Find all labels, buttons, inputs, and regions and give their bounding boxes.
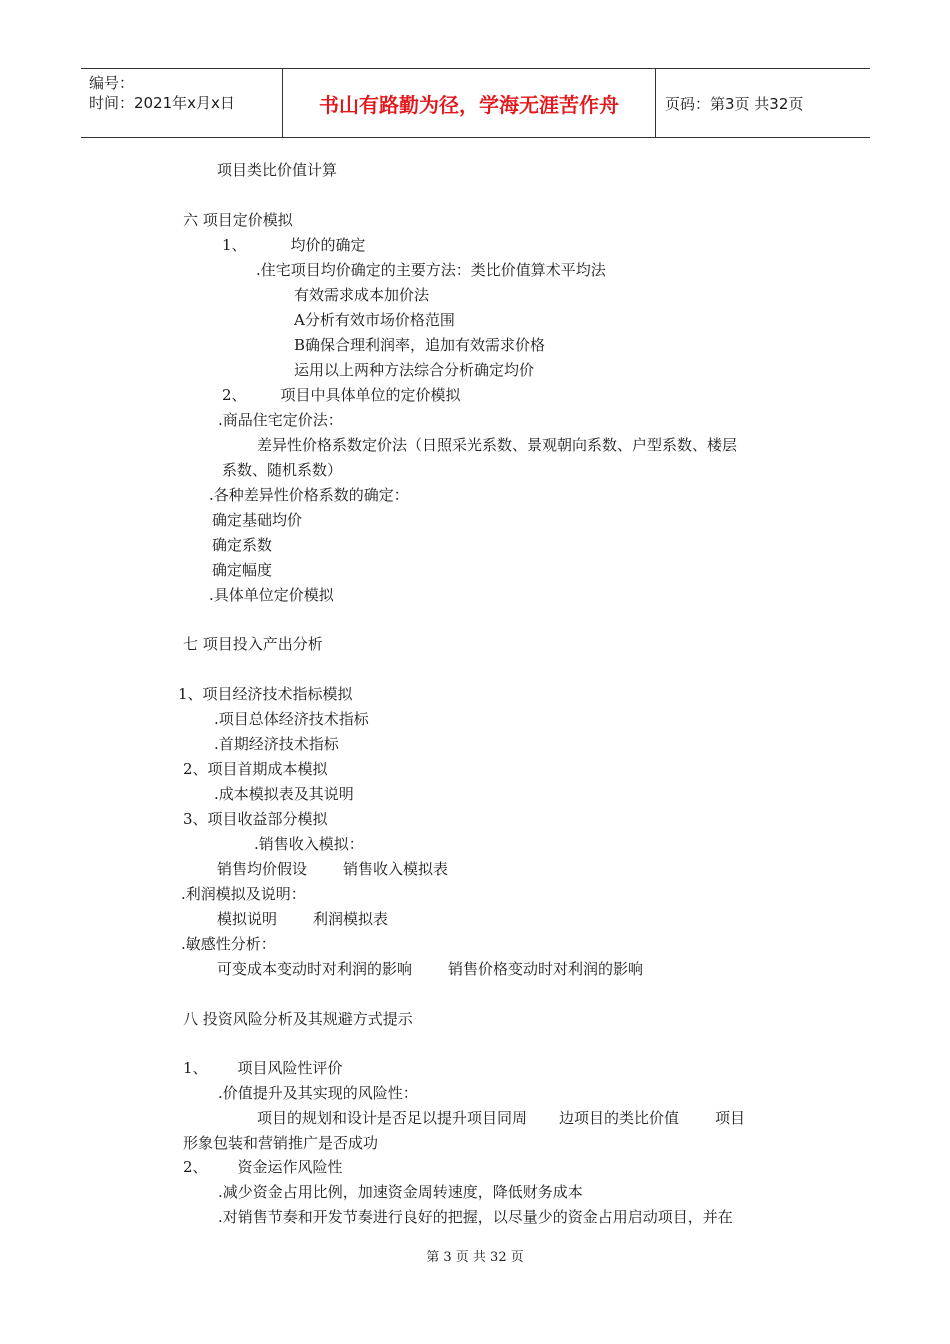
document-header <box>81 68 870 138</box>
text-segment: 模拟说明 <box>217 910 278 928</box>
item-title: 均价的确定 <box>290 236 366 254</box>
text-line: .成本模拟表及其说明 <box>214 785 354 803</box>
item-title: 项目风险性评价 <box>237 1059 343 1077</box>
text-line: 系数、随机系数） <box>222 461 343 479</box>
text-line: .具体单位定价模拟 <box>209 586 334 604</box>
text-line: A分析有效市场价格范围 <box>294 311 455 329</box>
date-line: 时间：2021年x月x日 <box>89 94 235 112</box>
text-line: .各种差异性价格系数的确定： <box>209 486 409 504</box>
text-line: .住宅项目均价确定的主要方法：类比价值算术平均法 <box>256 261 606 279</box>
item-number: 1、 <box>222 236 247 254</box>
item-title: 资金运作风险性 <box>237 1158 343 1176</box>
text-segment: 销售收入模拟表 <box>343 860 449 878</box>
text-line: .敏感性分析： <box>181 935 276 953</box>
text-line: .对销售节奏和开发节奏进行良好的把握，以尽量少的资金占用启动项目，并在 <box>218 1208 733 1226</box>
item-number: 2、 <box>183 1158 208 1176</box>
text-line: .减少资金占用比例，加速资金周转速度，降低财务成本 <box>218 1183 583 1201</box>
page-info: 页码：第3页 共32页 <box>665 94 804 113</box>
text-line: 确定基础均价 <box>212 511 303 529</box>
text-line <box>183 1157 343 1177</box>
header-divider <box>655 69 656 137</box>
text-line: 有效需求成本加价法 <box>294 286 430 304</box>
section-heading: 六 项目定价模拟 <box>183 211 293 229</box>
page-footer: 第 3 页 共 32 页 <box>426 1250 524 1265</box>
text-line <box>183 1058 343 1078</box>
header-meta <box>89 73 235 113</box>
text-segment: 项目的规划和设计是否足以提升项目同周 <box>257 1109 528 1127</box>
text-line: .首期经济技术指标 <box>214 735 339 753</box>
text-line <box>217 909 388 929</box>
text-line: 项目类比价值计算 <box>217 161 338 179</box>
text-line <box>222 235 366 255</box>
text-line: 2、项目首期成本模拟 <box>183 760 328 778</box>
text-segment: 利润模拟表 <box>313 910 389 928</box>
text-line: .商品住宅定价法： <box>218 411 343 429</box>
text-line: 3、项目收益部分模拟 <box>183 810 328 828</box>
text-line: .项目总体经济技术指标 <box>214 710 369 728</box>
section-heading: 七 项目投入产出分析 <box>183 635 323 653</box>
text-line: 运用以上两种方法综合分析确定均价 <box>294 361 535 379</box>
text-line: .价值提升及其实现的风险性： <box>218 1084 418 1102</box>
text-line: .销售收入模拟： <box>254 835 364 853</box>
item-number: 1、 <box>183 1059 208 1077</box>
item-number: 2、 <box>222 386 247 404</box>
text-line <box>222 385 461 405</box>
text-line <box>257 1108 745 1128</box>
text-segment: 边项目的类比价值 <box>559 1109 680 1127</box>
item-title: 项目中具体单位的定价模拟 <box>280 386 461 404</box>
text-segment: 销售价格变动时对利润的影响 <box>448 960 644 978</box>
text-line: 确定系数 <box>212 536 273 554</box>
text-line: 确定幅度 <box>212 561 273 579</box>
section-heading: 八 投资风险分析及其规避方式提示 <box>183 1010 413 1028</box>
text-line: 1、项目经济技术指标模拟 <box>178 685 353 703</box>
text-line <box>217 959 643 979</box>
text-line <box>217 859 448 879</box>
code-label: 编号： <box>89 74 135 92</box>
motto: 书山有路勤为径，学海无涯苦作舟 <box>319 92 619 117</box>
text-segment: 可变成本变动时对利润的影响 <box>217 960 413 978</box>
text-line: B确保合理利润率，追加有效需求价格 <box>294 336 546 354</box>
text-segment: 销售均价假设 <box>217 860 308 878</box>
text-segment: 项目 <box>715 1109 746 1127</box>
text-line: 差异性价格系数定价法（日照采光系数、景观朝向系数、户型系数、楼层 <box>257 436 738 454</box>
text-line: 形象包装和营销推广是否成功 <box>183 1134 379 1152</box>
text-line: .利润模拟及说明： <box>181 885 306 903</box>
